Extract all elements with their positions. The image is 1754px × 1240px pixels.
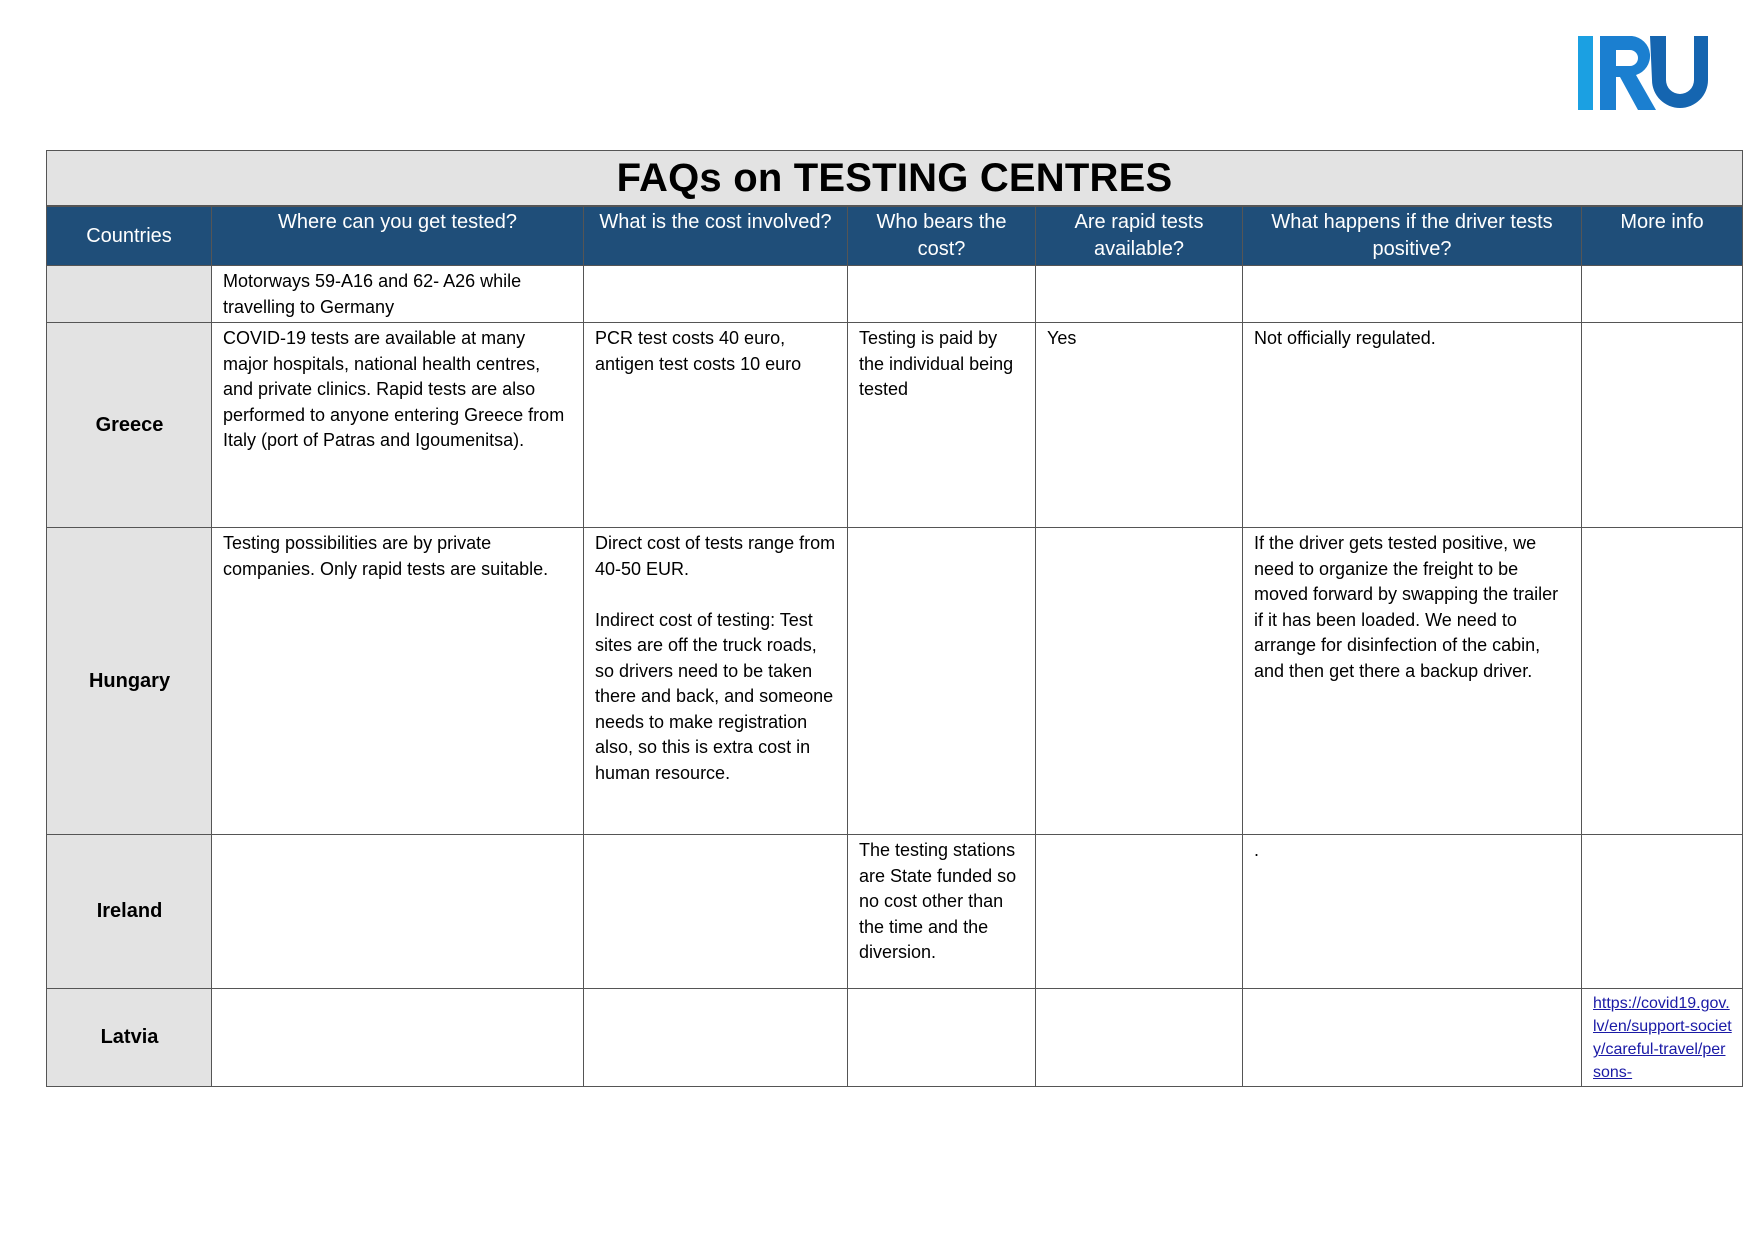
header-bears: Who bears the cost? — [848, 207, 1036, 266]
header-rapid: Are rapid tests available? — [1036, 207, 1243, 266]
positive-cell: If the driver gets tested positive, we need to organize the freight to be moved forward by swapping the trailer if it has been loaded. We need to arrange for disinfection of the cabin, and then get there a backup driver. — [1243, 528, 1582, 835]
bears-cell — [848, 528, 1036, 835]
rapid-cell — [1036, 835, 1243, 989]
positive-cell: . — [1243, 835, 1582, 989]
info-cell — [1582, 528, 1743, 835]
country-cell: Latvia — [47, 989, 212, 1087]
bears-cell — [848, 266, 1036, 323]
info-cell — [1582, 835, 1743, 989]
country-cell: Hungary — [47, 528, 212, 835]
info-cell — [1582, 323, 1743, 528]
where-cell — [212, 835, 584, 989]
info-cell — [1582, 266, 1743, 323]
positive-cell — [1243, 989, 1582, 1087]
rapid-cell: Yes — [1036, 323, 1243, 528]
table-row — [47, 989, 1743, 1087]
where-cell: COVID-19 tests are available at many major hospitals, national health centres, and private clinics. Rapid tests are also performed to anyone entering Greece from Italy (port of Patras and Igoumenitsa). — [212, 323, 584, 528]
table-row — [47, 266, 1743, 323]
rapid-cell — [1036, 266, 1243, 323]
page-title: FAQs on TESTING CENTRES — [616, 155, 1173, 200]
where-cell — [212, 989, 584, 1087]
header-countries: Countries — [47, 207, 212, 266]
rapid-cell — [1036, 528, 1243, 835]
table-row — [47, 323, 1743, 528]
faq-table — [46, 206, 1743, 1087]
header-cost: What is the cost involved? — [584, 207, 848, 266]
header-positive: What happens if the driver tests positive? — [1243, 207, 1582, 266]
country-cell: Greece — [47, 323, 212, 528]
iru-logo — [1578, 34, 1708, 114]
rapid-cell — [1036, 989, 1243, 1087]
bears-cell: Testing is paid by the individual being tested — [848, 323, 1036, 528]
header-row — [47, 207, 1743, 266]
cost-cell: Direct cost of tests range from 40-50 EUR. Indirect cost of testing: Test sites are off the truck roads, so drivers need to be taken there and back, and someone needs to make registration also, so this is extra cost in human resource. — [584, 528, 848, 835]
table-row — [47, 835, 1743, 989]
country-cell — [47, 266, 212, 323]
cost-cell — [584, 835, 848, 989]
table-row — [47, 528, 1743, 835]
where-cell: Motorways 59-A16 and 62- A26 while travelling to Germany — [212, 266, 584, 323]
info-cell — [1582, 989, 1743, 1087]
positive-cell: Not officially regulated. — [1243, 323, 1582, 528]
cost-cell — [584, 266, 848, 323]
bears-cell: The testing stations are State funded so no cost other than the time and the diversion. — [848, 835, 1036, 989]
cost-cell — [584, 989, 848, 1087]
header-where: Where can you get tested? — [212, 207, 584, 266]
country-cell: Ireland — [47, 835, 212, 989]
bears-cell — [848, 989, 1036, 1087]
title-bar — [46, 150, 1743, 206]
cost-cell: PCR test costs 40 euro, antigen test costs 10 euro — [584, 323, 848, 528]
positive-cell — [1243, 266, 1582, 323]
more-info-link[interactable]: https://covid19.gov.lv/en/support-society/careful-travel/persons- — [1593, 995, 1732, 1081]
header-info: More info — [1582, 207, 1743, 266]
where-cell: Testing possibilities are by private companies. Only rapid tests are suitable. — [212, 528, 584, 835]
